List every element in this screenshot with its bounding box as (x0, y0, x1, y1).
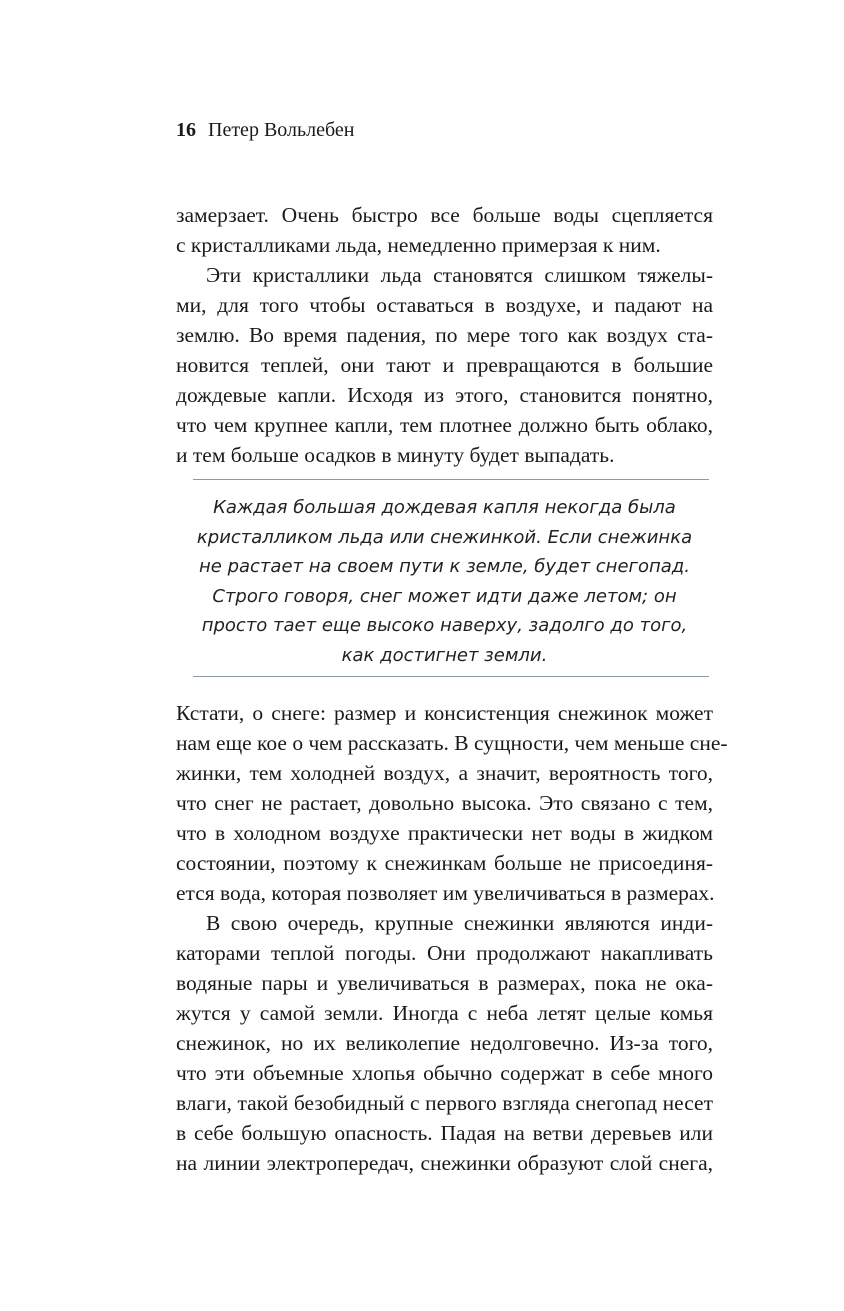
callout-bottom-rule (193, 676, 709, 677)
quote-line: Каждая большая дождевая капля некогда была (213, 497, 676, 518)
text-line: на линии электропередач, снежинки образуют слой снега, (176, 1151, 713, 1175)
text-line: что снег не растает, довольно высока. Это связано с тем, (176, 791, 713, 815)
text-line: нам еще кое о чем рассказать. В сущности, чем меньше сне- (176, 731, 728, 755)
text-line: ется вода, которая позволяет им увеличиваться в размерах. (176, 881, 715, 905)
text-line: с кристалликами льда, немедленно примерзая к ним. (176, 233, 661, 257)
paragraph-1 (176, 200, 713, 260)
text-line: в себе большую опасность. Падая на ветви деревьев или (176, 1121, 713, 1145)
text-line: В свою очередь, крупные снежинки являются инди- (206, 911, 713, 935)
text-line: новится теплей, они тают и превращаются в большие (176, 353, 713, 377)
text-line: замерзает. Очень быстро все больше воды сцепляется (176, 203, 713, 227)
quote-line: как достигнет земли. (341, 644, 548, 666)
text-line: Кстати, о снеге: размер и консистенция снежинок может (176, 701, 713, 725)
callout-top-rule (193, 479, 709, 480)
text-line: дождевые капли. Исходя из этого, становится понятно, (176, 383, 713, 407)
text-line: ми, для того чтобы оставаться в воздухе, и падают на (176, 293, 713, 317)
quote-line: просто тает еще высоко наверху, задолго до того, (201, 615, 688, 636)
text-line: Эти кристаллики льда становятся слишком тяжелы- (206, 263, 713, 287)
text-line: влаги, такой безобидный с первого взгляда снегопад несет (176, 1091, 713, 1115)
paragraph-2 (176, 260, 713, 470)
text-line: и тем больше осадков в минуту будет выпадать. (176, 443, 615, 467)
text-line: что в холодном воздухе практически нет воды в жидком (176, 821, 713, 845)
paragraph-3 (176, 698, 728, 908)
quote-line: кристалликом льда или снежинкой. Если снежинка (196, 526, 693, 548)
text-line: жутся у самой земли. Иногда с неба летят целые комья (176, 1001, 713, 1025)
text-line: что эти объемные хлопья обычно содержат в себе много (176, 1061, 713, 1085)
text-line: состоянии, поэтому к снежинкам больше не присоединя- (176, 851, 713, 875)
text-line: что чем крупнее капли, тем плотнее должно быть облако, (176, 413, 713, 437)
running-header (176, 118, 354, 142)
text-line: жинки, тем холодней воздух, а значит, вероятность того, (176, 761, 713, 785)
quote-line: Строго говоря, снег может идти даже летом; он (212, 585, 677, 607)
author-name: Петер Вольлебен (208, 119, 355, 141)
text-line: водяные пары и увеличиваться в размерах, пока не ока- (176, 971, 713, 995)
paragraph-4 (176, 908, 713, 1178)
text-line: землю. Во время падения, по мере того как воздух ста- (176, 323, 713, 347)
page-number: 16 (176, 119, 196, 141)
text-line: каторами теплой погоды. Они продолжают накапливать (176, 941, 713, 965)
text-line: снежинок, но их великолепие недолговечно. Из-за того, (176, 1031, 713, 1055)
pull-quote (176, 493, 713, 670)
quote-line: не растает на своем пути к земле, будет снегопад. (199, 556, 690, 577)
